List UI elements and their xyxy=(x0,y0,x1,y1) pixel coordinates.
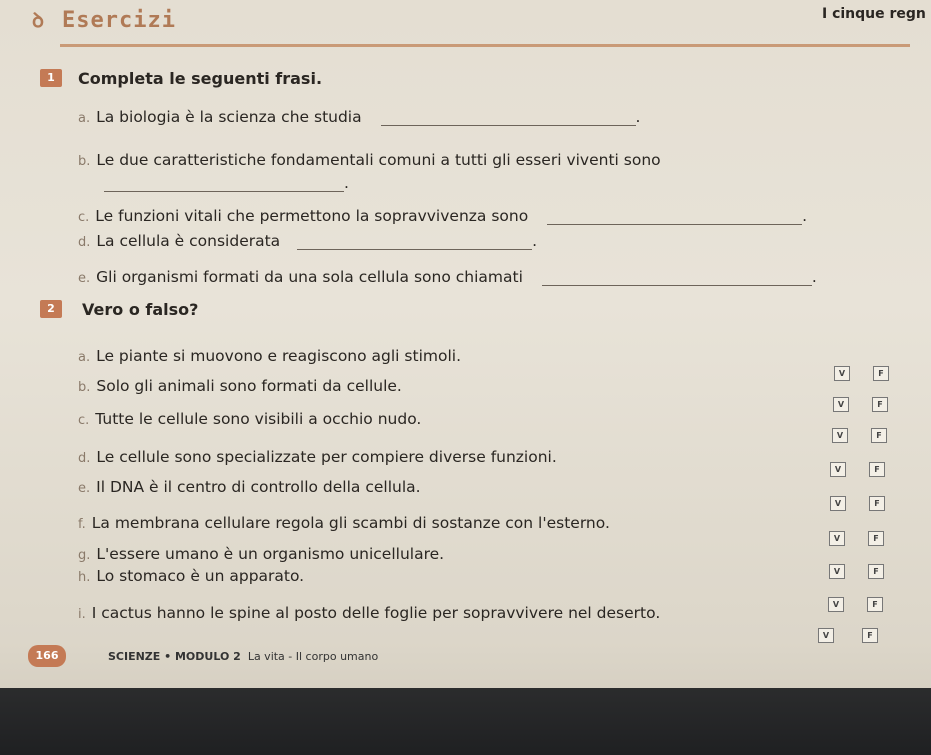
item-period: . xyxy=(635,108,641,126)
true-checkbox[interactable]: V xyxy=(832,428,848,443)
background-surface xyxy=(0,688,931,755)
item-text: Lo stomaco è un apparato. xyxy=(96,567,305,585)
header-divider xyxy=(60,44,910,47)
tf-item-a xyxy=(78,347,461,365)
tf-item-f xyxy=(78,514,610,532)
section-2-title: Vero o falso? xyxy=(82,300,199,319)
fill-item-e xyxy=(78,268,817,286)
item-letter: c. xyxy=(78,413,90,428)
item-text: Tutte le cellule sono visibili a occhio nudo. xyxy=(95,410,422,428)
page-number-badge: 166 xyxy=(28,645,66,667)
item-text: Le piante si muovono e reagiscono agli stimoli. xyxy=(96,347,461,365)
item-letter: h. xyxy=(78,570,91,585)
false-checkbox[interactable]: F xyxy=(862,628,878,643)
footer-running-head xyxy=(108,650,378,663)
item-text: Le funzioni vitali che permettono la sopravvivenza sono xyxy=(95,207,529,225)
item-letter: i. xyxy=(78,607,86,622)
item-text: L'essere umano è un organismo unicellulare. xyxy=(96,545,445,563)
item-letter: a. xyxy=(78,350,91,365)
tf-item-e xyxy=(78,478,421,496)
false-checkbox[interactable]: F xyxy=(872,397,888,412)
item-text: Il DNA è il centro di controllo della cellula. xyxy=(96,478,421,496)
item-letter: d. xyxy=(78,451,91,466)
item-text: I cactus hanno le spine al posto delle foglie per sopravvivere nel deserto. xyxy=(91,604,661,622)
item-text: Le cellule sono specializzate per compiere diverse funzioni. xyxy=(96,448,557,466)
tf-item-b xyxy=(78,377,402,395)
item-period: . xyxy=(344,174,349,192)
section-2-badge: 2 xyxy=(40,300,62,318)
answer-blank[interactable] xyxy=(381,111,636,126)
item-text: Gli organismi formati da una sola cellula sono chiamati xyxy=(96,268,523,286)
true-checkbox[interactable]: V xyxy=(834,366,850,381)
item-text: La membrana cellulare regola gli scambi di sostanze con l'esterno. xyxy=(91,514,610,532)
section-1-title: Completa le seguenti frasi. xyxy=(78,69,323,88)
item-letter: b. xyxy=(78,380,91,395)
answer-blank[interactable] xyxy=(547,210,802,225)
item-period: . xyxy=(811,268,817,286)
footer-book: SCIENZE • MODULO 2 xyxy=(108,650,241,663)
true-checkbox[interactable]: V xyxy=(818,628,834,643)
answer-blank[interactable] xyxy=(297,235,532,250)
item-period: . xyxy=(802,207,808,225)
tf-item-c xyxy=(78,410,421,428)
false-checkbox[interactable]: F xyxy=(868,531,884,546)
tf-item-g xyxy=(78,545,444,563)
fill-item-b xyxy=(78,151,661,169)
true-checkbox[interactable]: V xyxy=(829,531,845,546)
fill-item-c xyxy=(78,207,807,225)
item-text: La biologia è la scienza che studia xyxy=(96,108,362,126)
section-1-badge: 1 xyxy=(40,69,62,87)
answer-blank[interactable] xyxy=(104,177,344,192)
item-letter: d. xyxy=(78,235,91,250)
answer-blank[interactable] xyxy=(542,271,812,286)
item-letter: a. xyxy=(78,111,91,126)
true-checkbox[interactable]: V xyxy=(828,597,844,612)
true-checkbox[interactable]: V xyxy=(830,496,846,511)
tf-item-h xyxy=(78,567,304,585)
fill-item-a xyxy=(78,108,640,126)
footer-chapter: La vita - Il corpo umano xyxy=(247,650,379,663)
item-letter: e. xyxy=(78,271,91,286)
false-checkbox[interactable]: F xyxy=(871,428,887,443)
false-checkbox[interactable]: F xyxy=(873,366,889,381)
exercise-logo-icon: ꝺ xyxy=(32,8,44,32)
true-checkbox[interactable]: V xyxy=(830,462,846,477)
item-letter: c. xyxy=(78,210,90,225)
fill-item-d xyxy=(78,232,537,250)
true-checkbox[interactable]: V xyxy=(829,564,845,579)
page-title: Esercizi xyxy=(62,8,176,33)
section-heading: I cinque regn xyxy=(822,6,926,22)
item-letter: g. xyxy=(78,548,91,563)
fill-item-b-continuation xyxy=(104,174,349,192)
item-letter: b. xyxy=(78,154,91,169)
item-text: Le due caratteristiche fondamentali comuni a tutti gli esseri viventi sono xyxy=(96,151,661,169)
false-checkbox[interactable]: F xyxy=(869,496,885,511)
item-text: Solo gli animali sono formati da cellule. xyxy=(96,377,402,395)
false-checkbox[interactable]: F xyxy=(868,564,884,579)
tf-item-d xyxy=(78,448,557,466)
item-letter: f. xyxy=(78,517,86,532)
false-checkbox[interactable]: F xyxy=(869,462,885,477)
item-period: . xyxy=(532,232,538,250)
false-checkbox[interactable]: F xyxy=(867,597,883,612)
tf-item-i xyxy=(78,604,660,622)
true-checkbox[interactable]: V xyxy=(833,397,849,412)
item-letter: e. xyxy=(78,481,91,496)
item-text: La cellula è considerata xyxy=(96,232,281,250)
